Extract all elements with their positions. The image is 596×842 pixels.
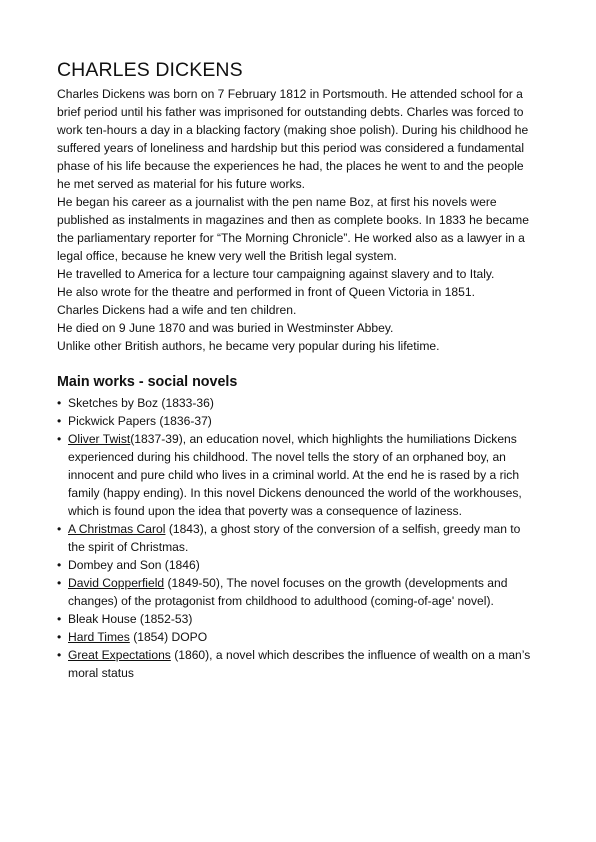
work-text: Pickwick Papers (1836-37) (68, 414, 212, 428)
bio-paragraph: He died on 9 June 1870 and was buried in Westminster Abbey. (57, 321, 394, 335)
bullet-icon: • (57, 522, 62, 536)
work-title-link[interactable]: Hard Times (68, 630, 130, 644)
document-page (57, 58, 539, 682)
list-item (57, 520, 539, 556)
work-text: (1843), a ghost story of the conversion of a selfish, greedy man to the spirit of Christmas. (68, 522, 521, 554)
work-text: Bleak House (1852-53) (68, 612, 193, 626)
bullet-icon: • (57, 414, 62, 428)
bio-paragraph: He also wrote for the theatre and performed in front of Queen Victoria in 1851. (57, 285, 475, 299)
list-item (57, 574, 539, 610)
works-heading: Main works - social novels (57, 374, 238, 390)
work-text: (1849-50), The novel focuses on the growth (developments and changes) of the protagonist from childhood to adulthood (coming-of-age' novel). (68, 576, 508, 608)
bio-paragraph: Charles Dickens was born on 7 February 1812 in Portsmouth. He attended school for a brief period until his father was imprisoned for outstanding debts. Charles was forced to work ten-hours a day in a blacking factory (making shoe polish). During his childhood he suffered years of loneliness and hardship but this period was considered a fundamental phase of his life because the experiences he had, the places he went to and the people he met served as material for his future works. (57, 87, 529, 191)
bio-paragraph: Charles Dickens had a wife and ten children. (57, 303, 297, 317)
work-text: Dombey and Son (1846) (68, 558, 200, 572)
bullet-icon: • (57, 612, 62, 626)
bullet-icon: • (57, 396, 62, 410)
list-item (57, 556, 539, 574)
bio-paragraph: Unlike other British authors, he became very popular during his lifetime. (57, 339, 440, 353)
biography-section (57, 85, 539, 355)
work-text: Sketches by Boz (1833-36) (68, 396, 214, 410)
list-item (57, 610, 539, 628)
works-list (57, 394, 539, 682)
list-item (57, 430, 539, 520)
bio-paragraph: He began his career as a journalist with the pen name Boz, at first his novels were published as instalments in magazines and then as complete books. In 1833 he became the parliamentary reporter for “The Morning Chronicle”. He worked also as a lawyer in a legal office, because he knew very well the British legal system. (57, 195, 529, 263)
bio-paragraph: He travelled to America for a lecture tour campaigning against slavery and to Italy. (57, 267, 495, 281)
work-title-link[interactable]: Oliver Twist (68, 432, 131, 446)
bullet-icon: • (57, 630, 62, 644)
list-item (57, 394, 539, 412)
bullet-icon: • (57, 576, 62, 590)
bullet-icon: • (57, 432, 62, 446)
list-item (57, 412, 539, 430)
work-title-link[interactable]: Great Expectations (68, 648, 171, 662)
bullet-icon: • (57, 648, 62, 662)
work-title-link[interactable]: A Christmas Carol (68, 522, 166, 536)
work-text: (1854) DOPO (129, 630, 208, 644)
bullet-icon: • (57, 558, 62, 572)
work-text: (1860), a novel which describes the influence of wealth on a man’s moral status (68, 648, 531, 680)
work-text: (1837-39), an education novel, which highlights the humiliations Dickens experienced during his childhood. The novel tells the story of an orphaned boy, an innocent and pure child who lives in a criminal world. At the end he is rased by a rich family (happy ending). In this novel Dickens denounced the world of the workhouses, which is found upon the idea that poverty was a consequence of laziness. (68, 432, 522, 518)
list-item (57, 628, 539, 646)
page-title: CHARLES DICKENS (57, 59, 243, 81)
list-item (57, 646, 539, 682)
work-title-link[interactable]: David Copperfield (68, 576, 165, 590)
